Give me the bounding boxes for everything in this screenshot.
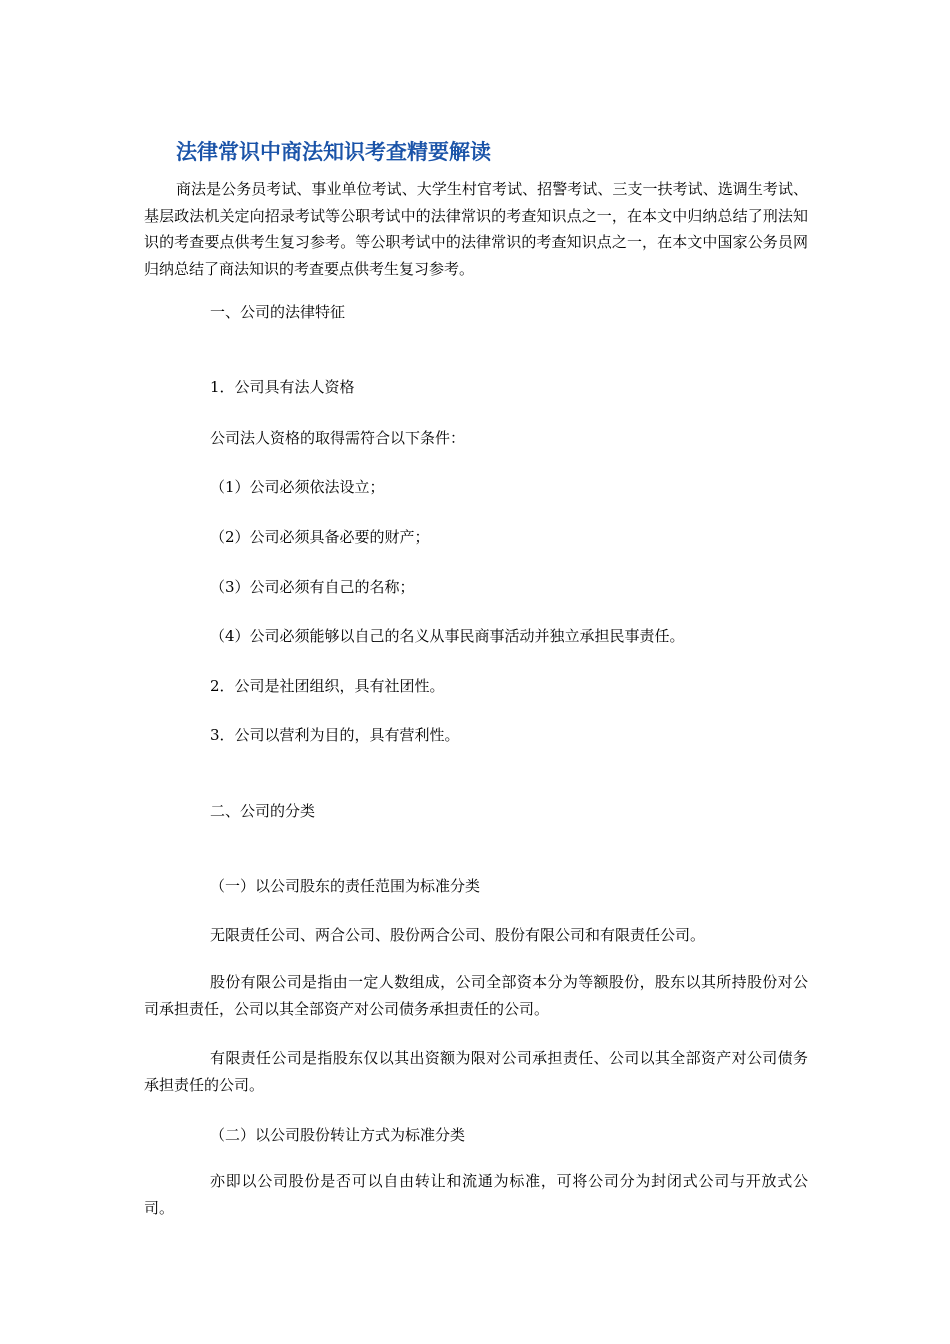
list-item: 3．公司以营利为目的，具有营利性。 bbox=[210, 726, 460, 744]
condition-item: （1）公司必须依法设立； bbox=[210, 478, 385, 496]
body-paragraph: 亦即以公司股份是否可以自由转让和流通为标准，可将公司分为封闭式公司与开放式公司。 bbox=[144, 1172, 808, 1217]
subsection-heading: （二）以公司股份转让方式为标准分类 bbox=[210, 1126, 466, 1144]
subsection-heading: （一）以公司股东的责任范围为标准分类 bbox=[210, 877, 481, 895]
section-heading: 二、公司的分类 bbox=[210, 802, 316, 820]
list-item: 1．公司具有法人资格 bbox=[210, 378, 355, 396]
condition-item: （3）公司必须有自己的名称； bbox=[210, 578, 415, 596]
body-paragraph: 有限责任公司是指股东仅以其出资额为限对公司承担责任、公司以其全部资产对公司债务承担责任的公司。 bbox=[144, 1049, 808, 1094]
body-paragraph: 股份有限公司是指由一定人数组成，公司全部资本分为等额股份，股东以其所持股份对公司承担责任，公司以其全部资产对公司债务承担责任的公司。 bbox=[144, 973, 808, 1018]
section-heading: 一、公司的法律特征 bbox=[210, 303, 346, 321]
document-title: 法律常识中商法知识考查精要解读 bbox=[176, 139, 491, 164]
company-types: 无限责任公司、两合公司、股份两合公司、股份有限公司和有限责任公司。 bbox=[210, 926, 706, 944]
list-item: 2．公司是社团组织，具有社团性。 bbox=[210, 677, 445, 695]
intro-paragraph: 商法是公务员考试、事业单位考试、大学生村官考试、招警考试、三支一扶考试、选调生考试、基层政法机关定向招录考试等公职考试中的法律常识的考查知识点之一，在本文中归纳总结了刑法知识的考查要点供考生复习参考。等公职考试中的法律常识的考查知识点之一，在本文中国家公务员网归纳总结了商法知识的考查要点供考生复习参考。 bbox=[144, 180, 808, 278]
conditions-intro: 公司法人资格的取得需符合以下条件： bbox=[210, 429, 466, 447]
condition-item: （4）公司必须能够以自己的名义从事民商事活动并独立承担民事责任。 bbox=[210, 627, 685, 645]
condition-item: （2）公司必须具备必要的财产； bbox=[210, 528, 430, 546]
